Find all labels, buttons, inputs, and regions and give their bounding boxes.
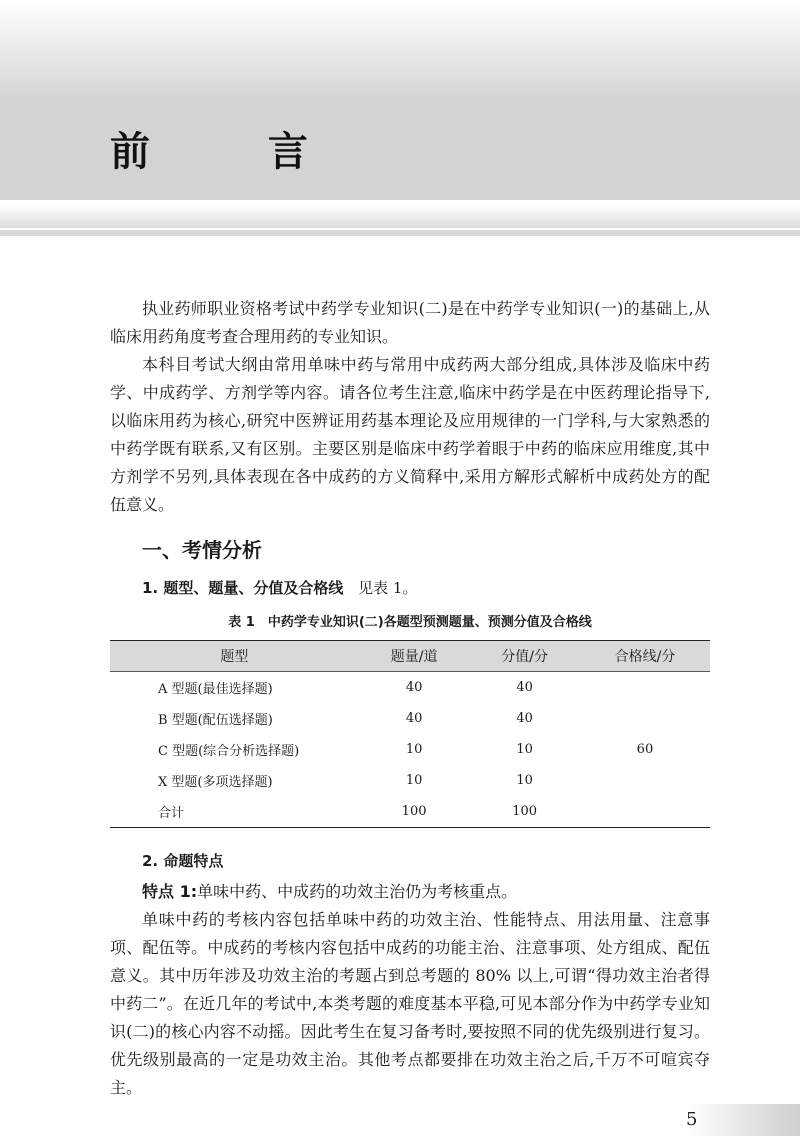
cell-type: C 型题(综合分析选择题) <box>158 744 300 759</box>
subsection-1-note: 见表 1。 <box>358 579 418 597</box>
cell-score: 40 <box>516 711 533 726</box>
table-row <box>110 672 710 704</box>
cell-count: 100 <box>359 796 470 828</box>
subsection-1-label: 1. 题型、题量、分值及合格线 <box>142 579 344 597</box>
feature-1-label: 特点 1: <box>142 882 198 901</box>
intro-paragraph-2: 本科目考试大纲由常用单味中药与常用中成药两大部分组成,具体涉及临床中药学、中成药学、方剂学等内容。请各位考生注意,临床中药学是在中医药理论指导下,以临床用药为核心,研究中医辨证用药基本理论及应用规律的一门学科,与大家熟悉的中药学既有联系,又有区别。主要区别是临床中药学着眼于中药的临床应用维度,其中方剂学不另列,具体表现在各中成药的方义简释中,采用方解形式解析中成药处方的配伍意义。 <box>110 355 710 514</box>
feature-1-text: 单味中药、中成药的功效主治仍为考核重点。 <box>197 882 518 901</box>
intro-paragraph-1: 执业药师职业资格考试中药学专业知识(二)是在中药学专业知识(一)的基础上,从临床用药角度考查合理用药的专业知识。 <box>110 299 710 346</box>
col-header-score: 分值/分 <box>469 641 580 672</box>
cell-type: A 型题(最佳选择题) <box>158 682 273 697</box>
cell-pass-line: 60 <box>580 672 710 828</box>
exam-table <box>110 640 710 828</box>
subsection-2-label: 2. 命题特点 <box>142 852 224 870</box>
cell-score: 40 <box>516 680 533 695</box>
title-underline <box>0 206 800 228</box>
page-title: 前 言 <box>110 129 360 175</box>
col-header-pass: 合格线/分 <box>580 641 710 672</box>
cell-type: 合计 <box>110 796 359 828</box>
cell-count: 40 <box>405 680 423 695</box>
cell-score: 100 <box>469 796 580 828</box>
table-caption: 表 1 中药学专业知识(二)各题型预测题量、预测分值及合格线 <box>228 615 592 630</box>
cell-type: X 型题(多项选择题) <box>158 775 273 790</box>
cell-score: 10 <box>516 742 533 757</box>
title-rule <box>0 230 800 236</box>
page-number: 5 <box>686 1109 698 1130</box>
col-header-type: 题型 <box>110 641 359 672</box>
subsection-1 <box>142 575 710 601</box>
cell-count: 10 <box>405 742 423 757</box>
feature-1-line <box>110 878 710 906</box>
cell-count: 10 <box>405 773 423 788</box>
subsection-2 <box>142 848 710 874</box>
table-header-row <box>110 641 710 672</box>
header-gradient <box>0 0 800 96</box>
col-header-count: 题量/道 <box>359 641 470 672</box>
page-number-bar <box>686 1104 800 1136</box>
content <box>110 295 710 1102</box>
cell-type: B 型题(配伍选择题) <box>158 713 273 728</box>
cell-count: 40 <box>405 711 423 726</box>
cell-score: 10 <box>516 773 533 788</box>
feature-1-paragraph: 单味中药的考核内容包括单味中药的功效主治、性能特点、用法用量、注意事项、配伍等。中成药的考核内容包括中成药的功能主治、注意事项、处方组成、配伍意义。其中历年涉及功效主治的考题占到总考题的 80% 以上,可谓“得功效主治者得中药二”。在近几年的考试中,本类考题的难度基本平稳,可见本部分作为中药学专业知识(二)的核心内容不动摇。因此考生在复习备考时,要按照不同的优先级别进行复习。优先级别最高的一定是功效主治。其他考点都要排在功效主治之后,千万不可喧宾夺主。 <box>110 910 710 1097</box>
section-heading: 一、考情分析 <box>142 538 262 562</box>
